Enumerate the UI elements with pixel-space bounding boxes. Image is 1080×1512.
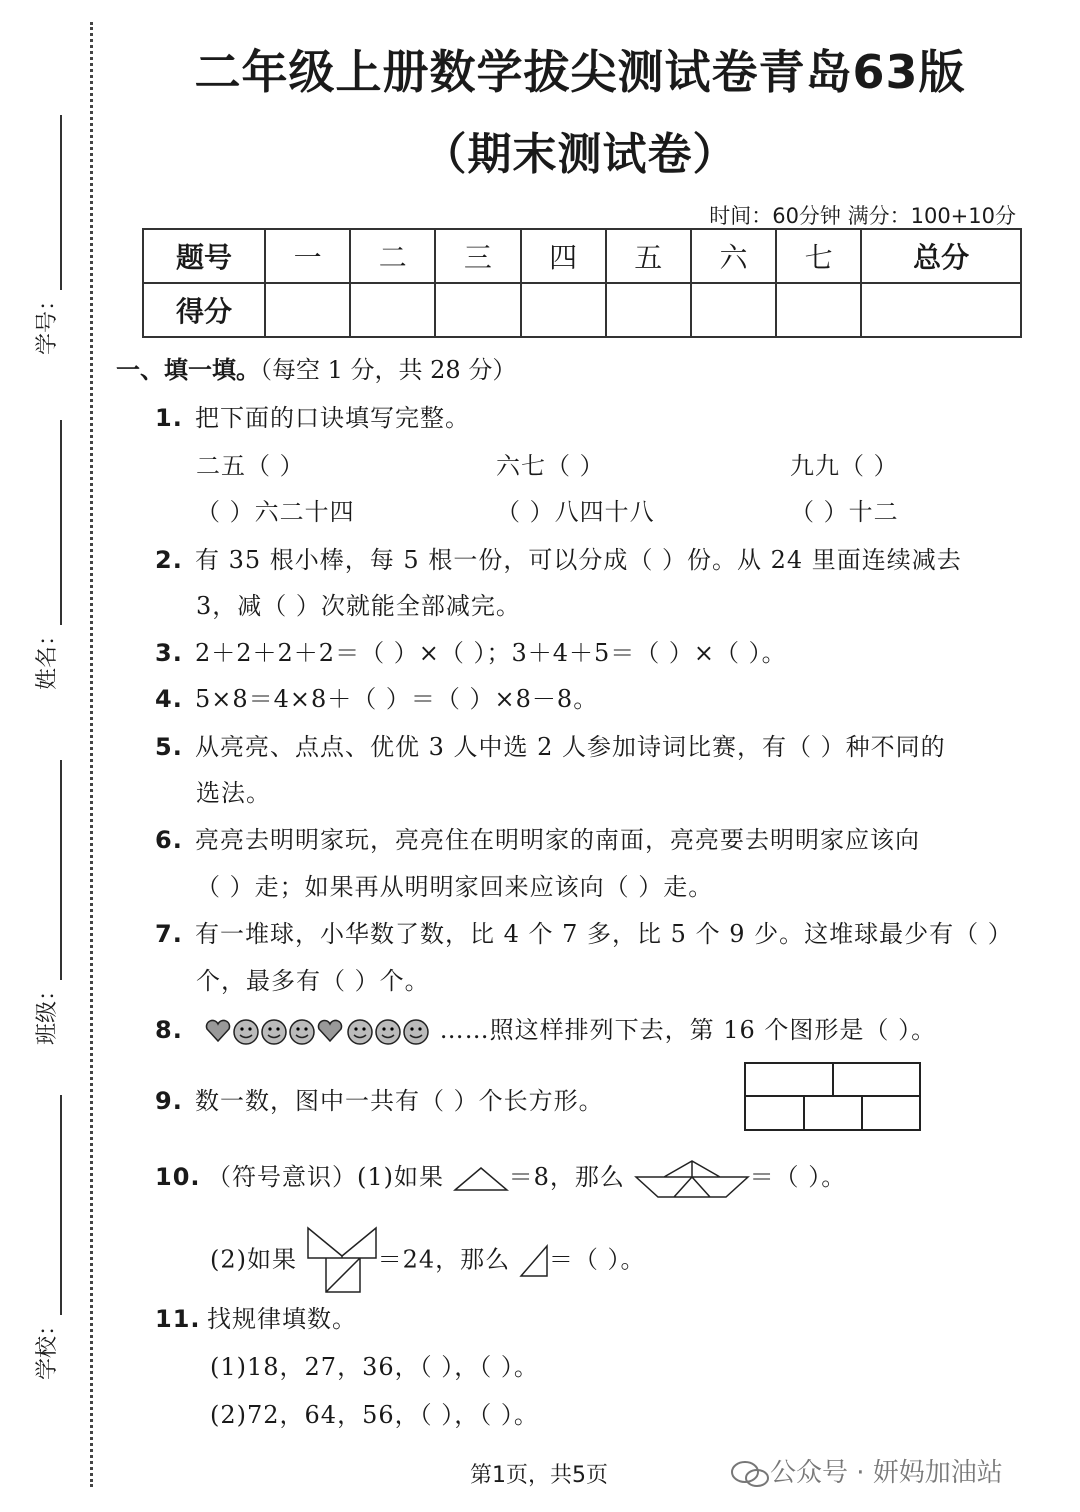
question-number: 3. <box>155 639 183 667</box>
exam-meta: 时间：60分钟 满分：100+10分 <box>709 204 1016 228</box>
question-text: 从亮亮、点点、优优 3 人中选 2 人参加诗词比赛，有（ ）种不同的 <box>195 733 946 761</box>
question-3 <box>155 633 787 668</box>
q1-row2a: （ ）六二十四 <box>196 498 355 526</box>
q2-continuation: 3，减（ ）次就能全部减完。 <box>196 592 521 620</box>
question-7 <box>155 914 1013 949</box>
page-footer: 第1页，共5页 <box>470 1463 608 1488</box>
question-4 <box>155 679 598 714</box>
question-number: 9. <box>155 1087 183 1115</box>
right-triangle-icon <box>519 1244 549 1278</box>
score-header-cell: 五 <box>606 229 691 283</box>
score-header-row <box>143 229 1021 283</box>
question-text: 2＋2＋2＋2＝（ ）×（ ）；3＋4＋5＝（ ）×（ ）。 <box>195 639 787 667</box>
score-cell <box>691 283 776 337</box>
q1-row1a: 二五（ ） <box>196 452 305 480</box>
exam-subtitle: （期末测试卷） <box>422 129 738 180</box>
wechat-icon <box>730 1459 770 1489</box>
smiley-icon <box>404 1020 428 1044</box>
bow-figure <box>306 1226 378 1296</box>
q10-text-c: (2)如果 <box>210 1245 297 1274</box>
heart-icon <box>318 1020 341 1041</box>
q10-part2 <box>210 1226 645 1296</box>
score-header-cell: 二 <box>350 229 435 283</box>
smiley-icon <box>262 1020 286 1044</box>
class-blank <box>60 760 62 980</box>
question-number: 8. <box>155 1016 183 1044</box>
q10-text-a: ＝8，那么 <box>508 1163 625 1191</box>
q5-continuation: 选法。 <box>196 779 271 807</box>
student-id-blank <box>60 115 62 290</box>
q7-continuation: 个，最多有（ ）个。 <box>196 967 430 995</box>
q1-row1b: 六七（ ） <box>496 452 605 480</box>
score-cell <box>521 283 606 337</box>
q10-text-d: ＝24，那么 <box>377 1245 511 1274</box>
smiley-icon <box>376 1020 400 1044</box>
q11-a: (1)18，27，36，（ ），（ ）。 <box>210 1353 539 1381</box>
name-label: 姓名： <box>35 623 60 690</box>
score-cell <box>776 283 861 337</box>
score-cell <box>265 283 350 337</box>
question-number: 4. <box>155 685 183 713</box>
question-2 <box>155 540 962 575</box>
question-number: 1. <box>155 404 183 432</box>
question-8 <box>155 1010 936 1047</box>
score-cell <box>606 283 691 337</box>
boat-figure <box>634 1159 750 1199</box>
binding-dotted-line <box>90 22 93 1487</box>
score-header-cell: 三 <box>435 229 520 283</box>
q1-row2b: （ ）八四十八 <box>496 498 655 526</box>
score-header-cell: 四 <box>521 229 606 283</box>
rectangles-figure <box>744 1062 922 1132</box>
question-number: 5. <box>155 733 183 761</box>
score-row-label: 得分 <box>143 283 265 337</box>
score-header-cell: 七 <box>776 229 861 283</box>
triangle-icon <box>453 1164 509 1194</box>
smiley-icon <box>234 1020 258 1044</box>
q10-text-e: ＝（ ）。 <box>548 1245 646 1274</box>
smiley-icon <box>348 1020 372 1044</box>
question-10 <box>155 1157 846 1199</box>
question-text: 有 35 根小棒，每 5 根一份，可以分成（ ）份。从 24 里面连续减去 <box>195 546 962 574</box>
question-number: 2. <box>155 546 183 574</box>
watermark <box>730 1452 1003 1489</box>
question-text: 把下面的口诀填写完整。 <box>195 404 470 432</box>
score-cell <box>861 283 1021 337</box>
question-6 <box>155 820 920 855</box>
name-blank <box>60 420 62 625</box>
question-text: 找规律填数。 <box>207 1305 357 1333</box>
exam-title: 二年级上册数学拔尖测试卷青岛63版 <box>194 45 966 99</box>
school-label: 学校： <box>35 1313 60 1380</box>
question-number: 10. <box>155 1163 201 1191</box>
question-9 <box>155 1081 604 1116</box>
question-text: 有一堆球，小华数了数，比 4 个 7 多，比 5 个 9 少。这堆球最少有（ ） <box>195 920 1013 948</box>
smiley-icon <box>290 1020 314 1044</box>
question-text: （符号意识）(1)如果 <box>207 1163 444 1191</box>
score-cell <box>350 283 435 337</box>
question-text: 数一数，图中一共有（ ）个长方形。 <box>195 1087 604 1115</box>
question-11 <box>155 1299 357 1334</box>
section-note: （每空 1 分，共 28 分） <box>260 356 517 384</box>
question-number: 7. <box>155 920 183 948</box>
score-header-cell: 一 <box>265 229 350 283</box>
score-header-cell: 题号 <box>143 229 265 283</box>
question-text: 亮亮去明明家玩，亮亮住在明明家的南面，亮亮要去明明家应该向 <box>195 826 920 854</box>
score-row <box>143 283 1021 337</box>
section-heading <box>116 350 516 385</box>
question-number: 11. <box>155 1305 201 1333</box>
question-number: 6. <box>155 826 183 854</box>
heart-icon <box>206 1020 229 1041</box>
q1-row1c: 九九（ ） <box>790 452 899 480</box>
q10-text-b: ＝（ ）。 <box>749 1163 847 1191</box>
score-cell <box>435 283 520 337</box>
question-text: ……照这样排列下去，第 16 个图形是（ ）。 <box>439 1016 937 1044</box>
q11-b: (2)72，64，56，（ ），（ ）。 <box>210 1401 539 1429</box>
score-header-cell: 六 <box>691 229 776 283</box>
question-text: 5×8＝4×8＋（ ）＝（ ）×8－8。 <box>195 685 599 713</box>
section-title: 一、填一填。 <box>116 355 260 384</box>
class-label: 班级： <box>35 978 60 1045</box>
score-table <box>142 228 1022 338</box>
question-1 <box>155 398 470 433</box>
q6-continuation: （ ）走；如果再从明明家回来应该向（ ）走。 <box>196 873 714 901</box>
score-header-cell: 总分 <box>861 229 1021 283</box>
student-id-label: 学号： <box>35 288 60 355</box>
q1-row2c: （ ）十二 <box>790 498 899 526</box>
watermark-text: 公众号 · 妍妈加油站 <box>770 1458 1003 1488</box>
school-blank <box>60 1095 62 1315</box>
question-5 <box>155 727 946 762</box>
